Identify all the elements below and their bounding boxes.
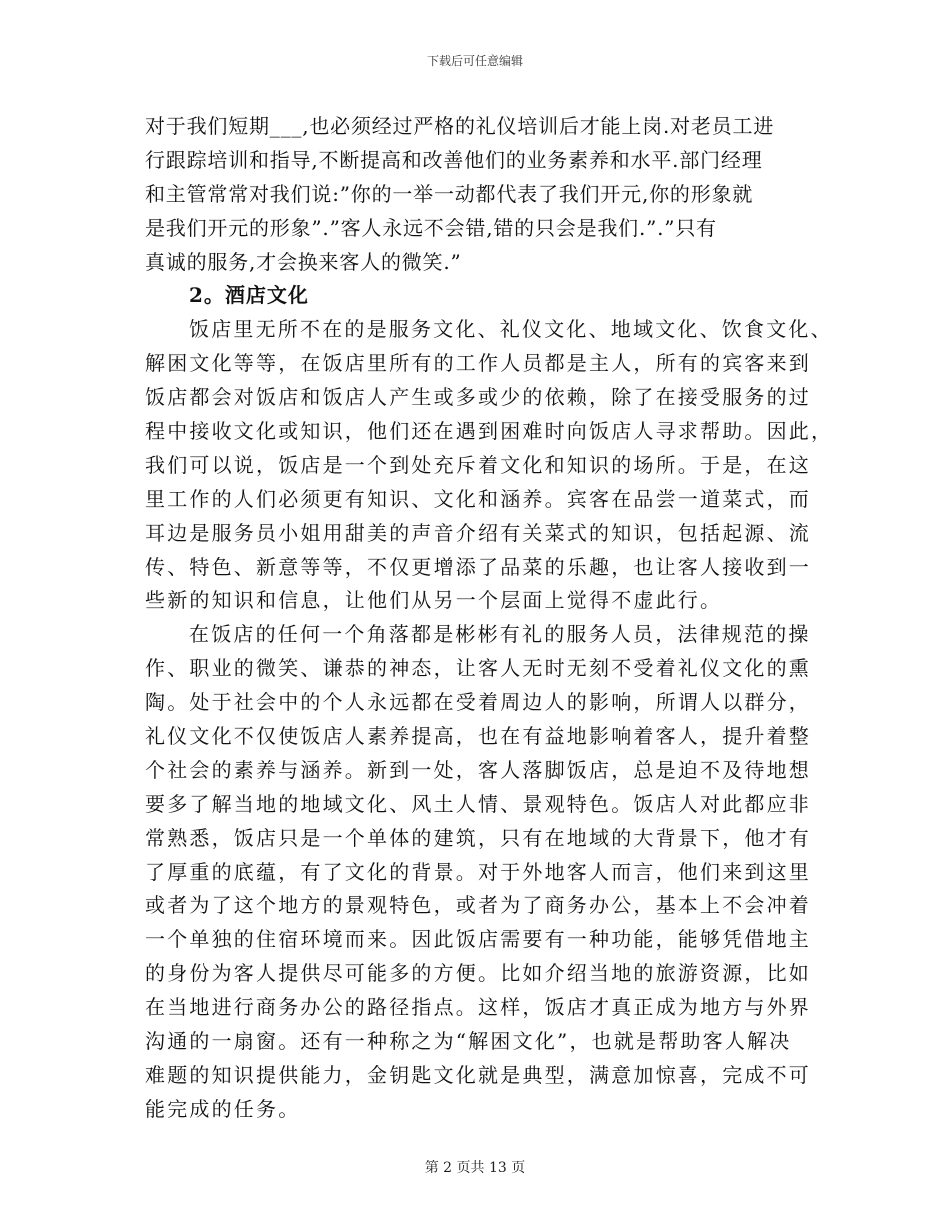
text-line: 陶。处于社会中的个人永远都在受着周边人的影响，所谓人以群分， — [145, 690, 811, 715]
text-line: 个社会的素养与涵养。新到一处，客人落脚饭店，总是迫不及待地想 — [145, 757, 811, 782]
text-line: 传、特色、新意等等，不仅更增添了品菜的乐趣，也让客人接收到一 — [145, 554, 811, 579]
section-heading-text: 2。酒店文化 — [189, 283, 309, 308]
text-line: 饭店都会对饭店和饭店人产生或多或少的依赖，除了在接受服务的过 — [145, 385, 811, 410]
text-line: 沟通的一扇窗。还有一种称之为“解困文化”，也就是帮助客人解决 — [145, 1029, 792, 1054]
text-line: 饭店里无所不在的是服务文化、礼仪文化、地域文化、饮食文化、 — [189, 317, 833, 342]
text-line: 或者为了这个地方的景观特色，或者为了商务办公，基本上不会冲着 — [145, 893, 811, 918]
text-line: 常熟悉，饭店只是一个单体的建筑，只有在地域的大背景下，他才有 — [145, 825, 811, 850]
section-heading — [145, 279, 810, 313]
text-line: 是我们开元的形象”.”客人永远不会错,错的只会是我们.”.”只有 — [145, 215, 717, 240]
text-line: 我们可以说，饭店是一个到处充斥着文化和知识的场所。于是，在这 — [145, 452, 811, 477]
page-footer: 第 2 页共 13 页 — [424, 1160, 526, 1176]
text-line: 要多了解当地的地域文化、风土人情、景观特色。饭店人对此都应非 — [145, 791, 811, 816]
text-line: 礼仪文化不仅使饭店人素养提高，也在有益地影响着客人，提升着整 — [145, 724, 811, 749]
text-line: 对于我们短期___,也必须经过严格的礼仪培训后才能上岗.对老员工进 — [145, 114, 775, 138]
text-line: 些新的知识和信息，让他们从另一个层面上觉得不虚此行。 — [145, 588, 723, 613]
text-line: 了厚重的底蕴，有了文化的背景。对于外地客人而言，他们来到这里 — [145, 859, 811, 884]
text-line: 在饭店的任何一个角落都是彬彬有礼的服务人员，法律规范的操 — [189, 622, 811, 647]
text-line: 里工作的人们必须更有知识、文化和涵养。宾客在品尝一道菜式，而 — [145, 486, 811, 511]
text-line: 能完成的任务。 — [145, 1096, 301, 1121]
text-line: 一个单独的住宿环境而来。因此饭店需要有一种功能，能够凭借地主 — [145, 927, 811, 952]
text-line: 和主管常常对我们说:”你的一举一动都代表了我们开元,你的形象就 — [145, 181, 754, 206]
text-line: 耳边是服务员小姐用甜美的声音介绍有关菜式的知识，包括起源、流 — [145, 520, 811, 545]
text-line: 作、职业的微笑、谦恭的神态，让客人无时无刻不受着礼仪文化的熏 — [145, 656, 811, 681]
text-line: 的身份为客人提供尽可能多的方便。比如介绍当地的旅游资源，比如 — [145, 961, 811, 986]
paragraph-culture — [145, 313, 834, 618]
text-line: 真诚的服务,才会换来客人的微笑.” — [145, 249, 462, 274]
document-body — [145, 110, 834, 1127]
text-line: 程中接收文化或知识，他们还在遇到困难时向饭店人寻求帮助。因此， — [145, 419, 834, 444]
text-line: 难题的知识提供能力，金钥匙文化就是典型，满意加惊喜，完成不可 — [145, 1062, 811, 1087]
text-line: 解困文化等等，在饭店里所有的工作人员都是主人，所有的宾客来到 — [145, 351, 811, 376]
paragraph-training — [145, 110, 810, 279]
paragraph-etiquette — [145, 618, 810, 1126]
text-line: 行跟踪培训和指导,不断提高和改善他们的业务素养和水平.部门经理 — [145, 147, 763, 172]
page-header: 下载后可任意编辑 — [426, 54, 523, 68]
text-line: 在当地进行商务办公的路径指点。这样，饭店才真正成为地方与外界 — [145, 995, 811, 1020]
